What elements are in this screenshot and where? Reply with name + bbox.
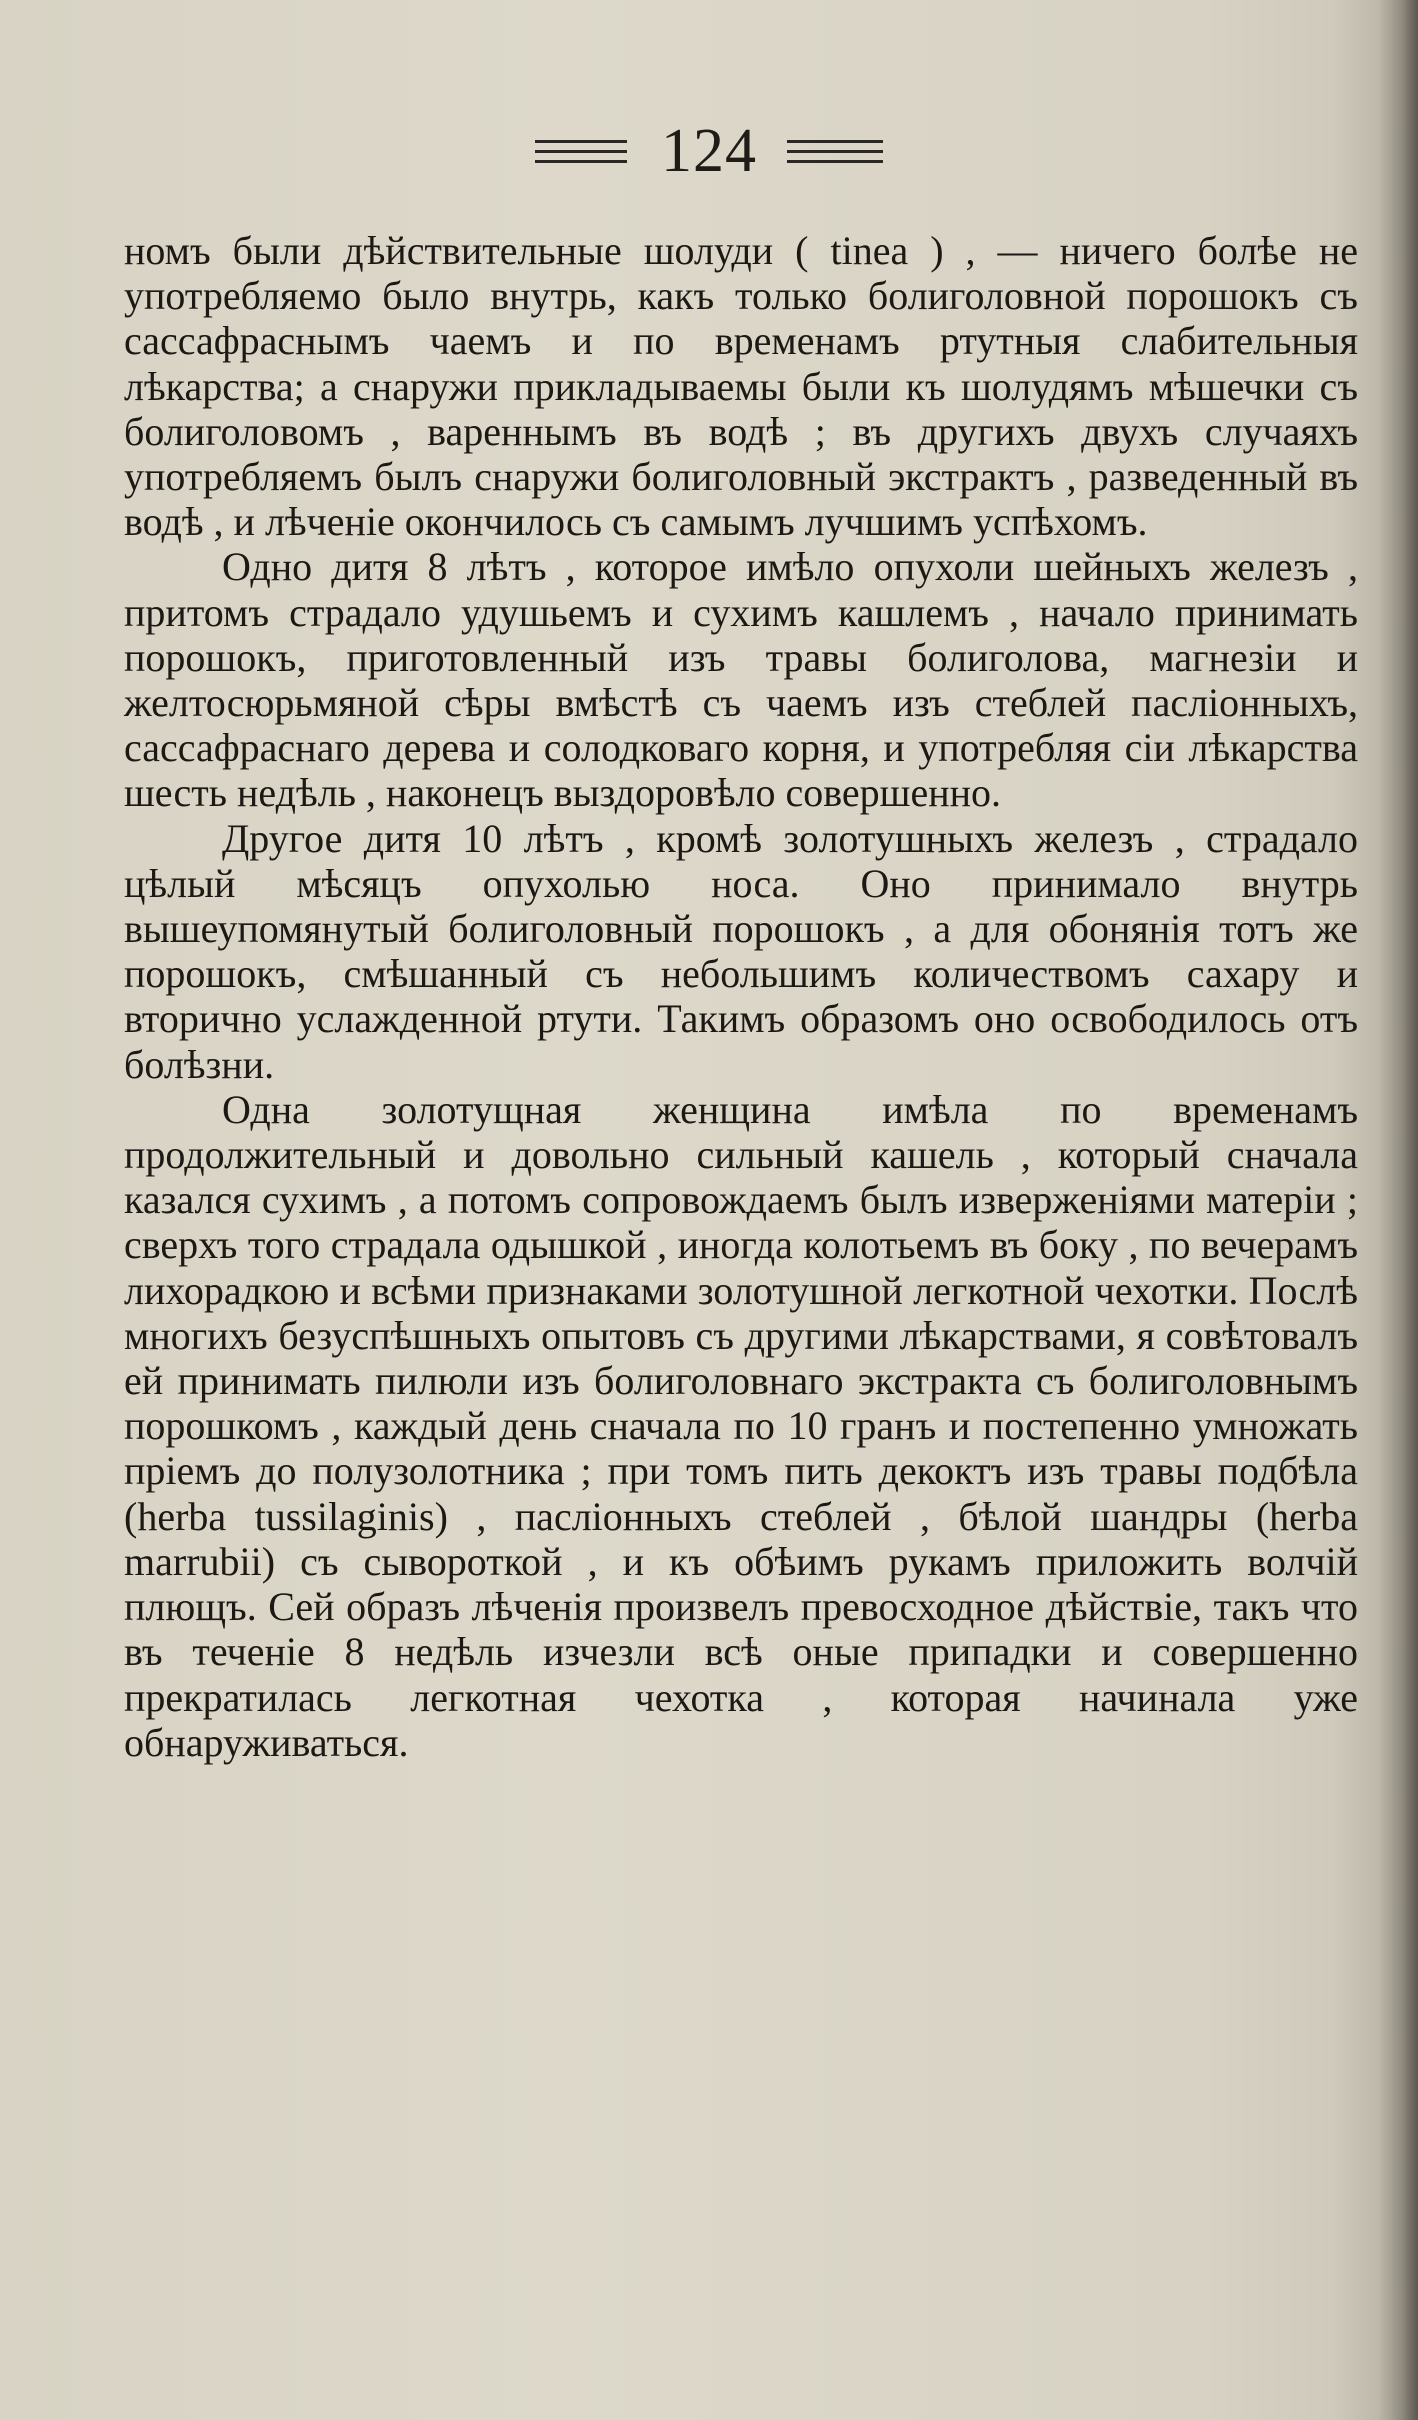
- header-rule-right: [787, 140, 883, 163]
- header-rule-left: [535, 140, 627, 163]
- page-gutter-shadow: [1378, 0, 1418, 2420]
- page-header: [0, 117, 1418, 185]
- paragraph-child-8-years: Одно дитя 8 лѣтъ , которое имѣло опухоли шейныхъ железъ , притомъ страдало удушьемъ и сухимъ кашлемъ , начало принимать порошокъ, приготовленный изъ травы болиголова, магнезіи и желтосюрьмяной сѣры вмѣстѣ съ чаемъ изъ стеблей пасліонныхъ, сассафраснаго дерева и солодковаго корня, и употребляя сіи лѣкарства шесть недѣль , наконецъ выздоровѣло совершенно.: [124, 544, 1358, 816]
- body-text: [124, 228, 1358, 1765]
- page-number: 124: [661, 117, 757, 185]
- paragraph-scrofulous-woman: Одна золотущная женщина имѣла по временамъ продолжительный и довольно сильный кашель , который сначала казался сухимъ , а потомъ сопровождаемъ былъ изверженіями матеріи ; сверхъ того страдала одышкой , иногда колотьемъ въ боку , по вечерамъ лихорадкою и всѣми признаками золотушной легкотной чехотки. Послѣ многихъ безуспѣшныхъ опытовъ съ другими лѣкарствами, я совѣтовалъ ей принимать пилюли изъ болиголовнаго экстракта съ болиголовнымъ порошкомъ , каждый день сначала по 10 гранъ и постепенно умножать пріемъ до полузолотника ; при томъ пить декоктъ изъ травы подбѣла (herba tussilaginis) , пасліонныхъ стеблей , бѣлой шандры (herba marrubii) съ сывороткой , и къ обѣимъ рукамъ приложить волчій плющъ. Сей образъ лѣченія произвелъ превосходное дѣйствіе, такъ что въ теченіе 8 недѣль изчезли всѣ оные припадки и совершенно прекратилась легкотная чехотка , которая начинала уже обнаруживаться.: [124, 1086, 1358, 1765]
- paragraph-continuation: номъ были дѣйствительные шолуди ( tinea ) , — ничего болѣе не употребляемо было внутрь, какъ только болиголовной порошокъ съ сассафраснымъ чаемъ и по временамъ ртутныя слабительныя лѣкарства; а снаружи прикладываемы были къ шолудямъ мѣшечки съ болиголовомъ , вареннымъ въ водѣ ; въ другихъ двухъ случаяхъ употребляемъ былъ снаружи болиголовный экстрактъ , разведенный въ водѣ , и лѣченіе окончилось съ самымъ лучшимъ успѣхомъ.: [124, 228, 1358, 545]
- paragraph-child-10-years: Другое дитя 10 лѣтъ , кромѣ золотушныхъ железъ , страдало цѣлый мѣсяцъ опухолью носа. Оно принимало внутрь вышеупомянутый болиголовный порошокъ , а для обонянія тотъ же порошокъ, смѣшанный съ небольшимъ количествомъ сахару и вторично услажденной ртути. Такимъ образомъ оно освободилось отъ болѣзни.: [124, 815, 1358, 1087]
